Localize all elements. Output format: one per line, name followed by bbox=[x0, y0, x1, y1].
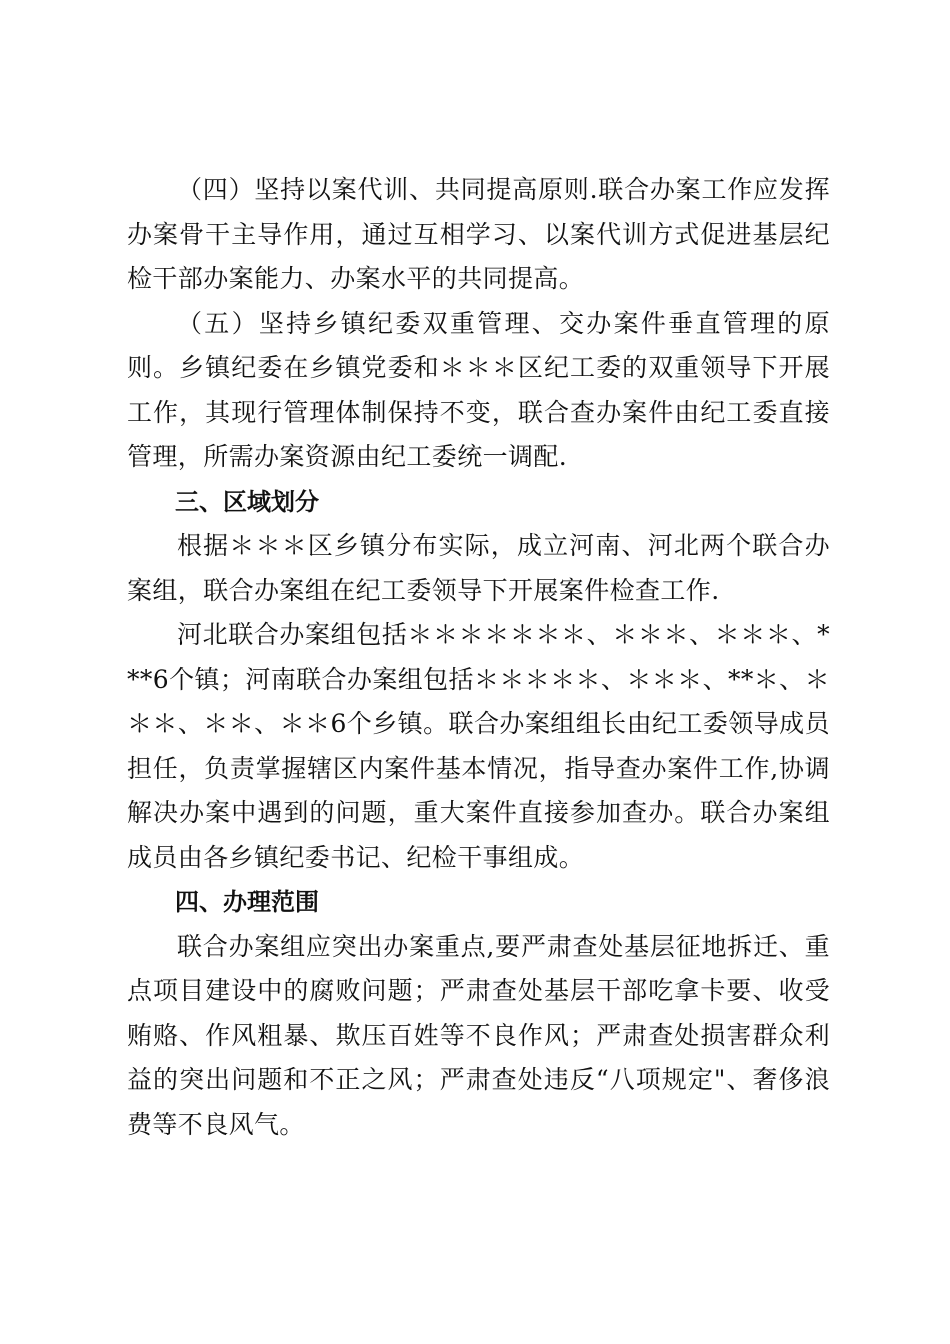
paragraph-region-intro: 根据＊＊＊区乡镇分布实际，成立河南、河北两个联合办案组，联合办案组在纪工委领导下开展案件检查工作. bbox=[127, 531, 830, 605]
paragraph-principle-five: （五）坚持乡镇纪委双重管理、交办案件垂直管理的原则。乡镇纪委在乡镇党委和＊＊＊区纪工委的双重领导下开展工作，其现行管理体制保持不变，联合查办案件由纪工委直接管理，所需办案资源由纪工委统一调配. bbox=[127, 308, 830, 471]
paragraph-principle-four: （四）坚持以案代训、共同提高原则.联合办案工作应发挥办案骨干主导作用，通过互相学习、以案代训方式促进基层纪检干部办案能力、办案水平的共同提高。 bbox=[127, 175, 830, 293]
paragraph-region-groups: 河北联合办案组包括＊＊＊＊＊＊＊、＊＊＊、＊＊＊、***6个镇；河南联合办案组包括＊＊＊＊＊、＊＊＊、**＊、＊＊＊、＊＊、＊＊6个乡镇。联合办案组组长由纪工委领导成员担任，负责掌握辖区内案件基本情况，指导查办案件工作,协调解决办案中遇到的问题，重大案件直接参加查办。联合办案组成员由各乡镇纪委书记、纪检干事组成。 bbox=[127, 620, 830, 872]
paragraph-handling-scope: 联合办案组应突出办案重点,要严肃查处基层征地拆迁、重点项目建设中的腐败问题；严肃查处基层干部吃拿卡要、收受贿赂、作风粗暴、欺压百姓等不良作风；严肃查处损害群众利益的突出问题和不正之风；严肃查处违反“八项规定"、奢侈浪费等不良风气。 bbox=[127, 931, 830, 1139]
heading-region-division: 三、区域划分 bbox=[175, 487, 319, 516]
document-body bbox=[127, 168, 830, 1147]
heading-handling-scope: 四、办理范围 bbox=[175, 888, 319, 916]
